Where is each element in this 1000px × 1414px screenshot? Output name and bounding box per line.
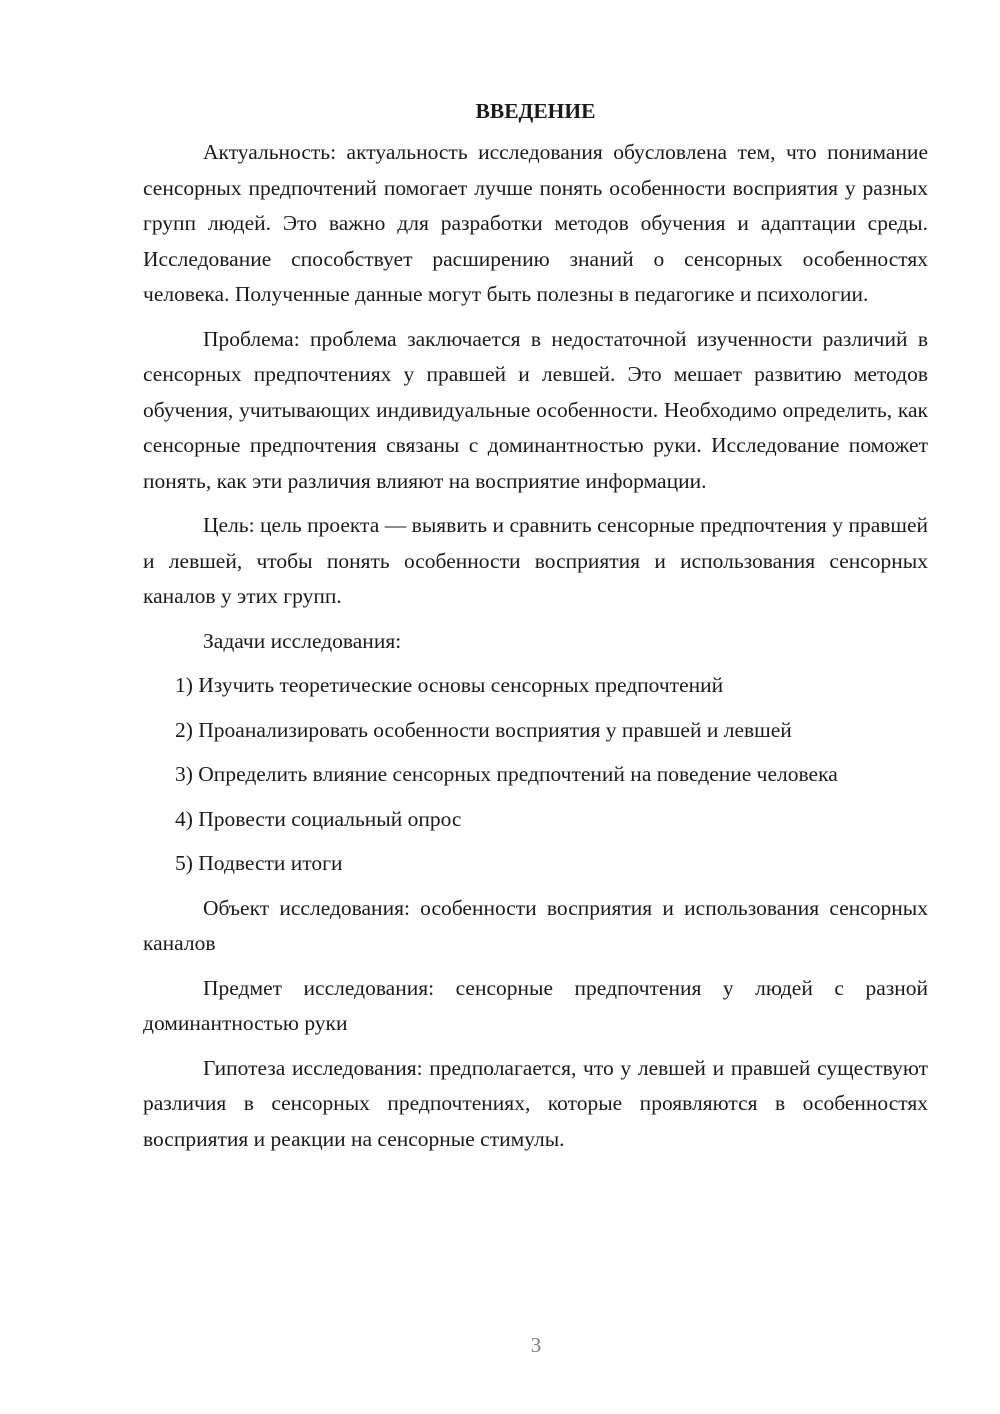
paragraph-relevance: Актуальность: актуальность исследования обусловлена тем, что понимание сенсорных предпочтений помогает лучше понять особенности восприятия у разных групп людей. Это важно для разработки методов обучения и адаптации среды. Исследование способствует расширению знаний о сенсорных особенностях человека. Полученные данные могут быть полезны в педагогике и психологии. — [143, 140, 928, 306]
tasks-title: Задачи исследования: — [203, 628, 402, 653]
task-item-5: 5) Подвести итоги — [175, 851, 343, 875]
paragraph-goal: Цель: цель проекта — выявить и сравнить сенсорные предпочтения у правшей и левшей, чтобы понять особенности восприятия и использования сенсорных каналов у этих групп. — [143, 513, 928, 608]
paragraph-problem: Проблема: проблема заключается в недостаточной изученности различий в сенсорных предпочтениях у правшей и левшей. Это мешает развитию методов обучения, учитывающих индивидуальные особенности. Необходимо определить, как сенсорные предпочтения связаны с доминантностью руки. Исследование поможет понять, как эти различия влияют на восприятие информации. — [143, 326, 928, 493]
document-heading: ВВЕДЕНИЕ — [475, 99, 596, 123]
page-number: 3 — [530, 1333, 542, 1357]
task-item-2: 2) Проанализировать особенности восприятия у правшей и левшей — [175, 717, 792, 742]
paragraph-object: Объект исследования: особенности восприятия и использования сенсорных каналов — [143, 895, 928, 955]
task-item-4: 4) Провести социальный опрос — [175, 806, 462, 831]
paragraph-subject: Предмет исследования: сенсорные предпочтения у людей с разной доминантностью руки — [143, 975, 928, 1035]
task-item-3: 3) Определить влияние сенсорных предпочтений на поведение человека — [175, 762, 838, 786]
paragraph-hypothesis: Гипотеза исследования: предполагается, что у левшей и правшей существуют различия в сенсорных предпочтениях, которые проявляются в особенностях восприятия и реакции на сенсорные стимулы. — [143, 1055, 928, 1151]
document-page — [143, 96, 928, 1166]
task-item-1: 1) Изучить теоретические основы сенсорных предпочтений — [175, 673, 724, 697]
